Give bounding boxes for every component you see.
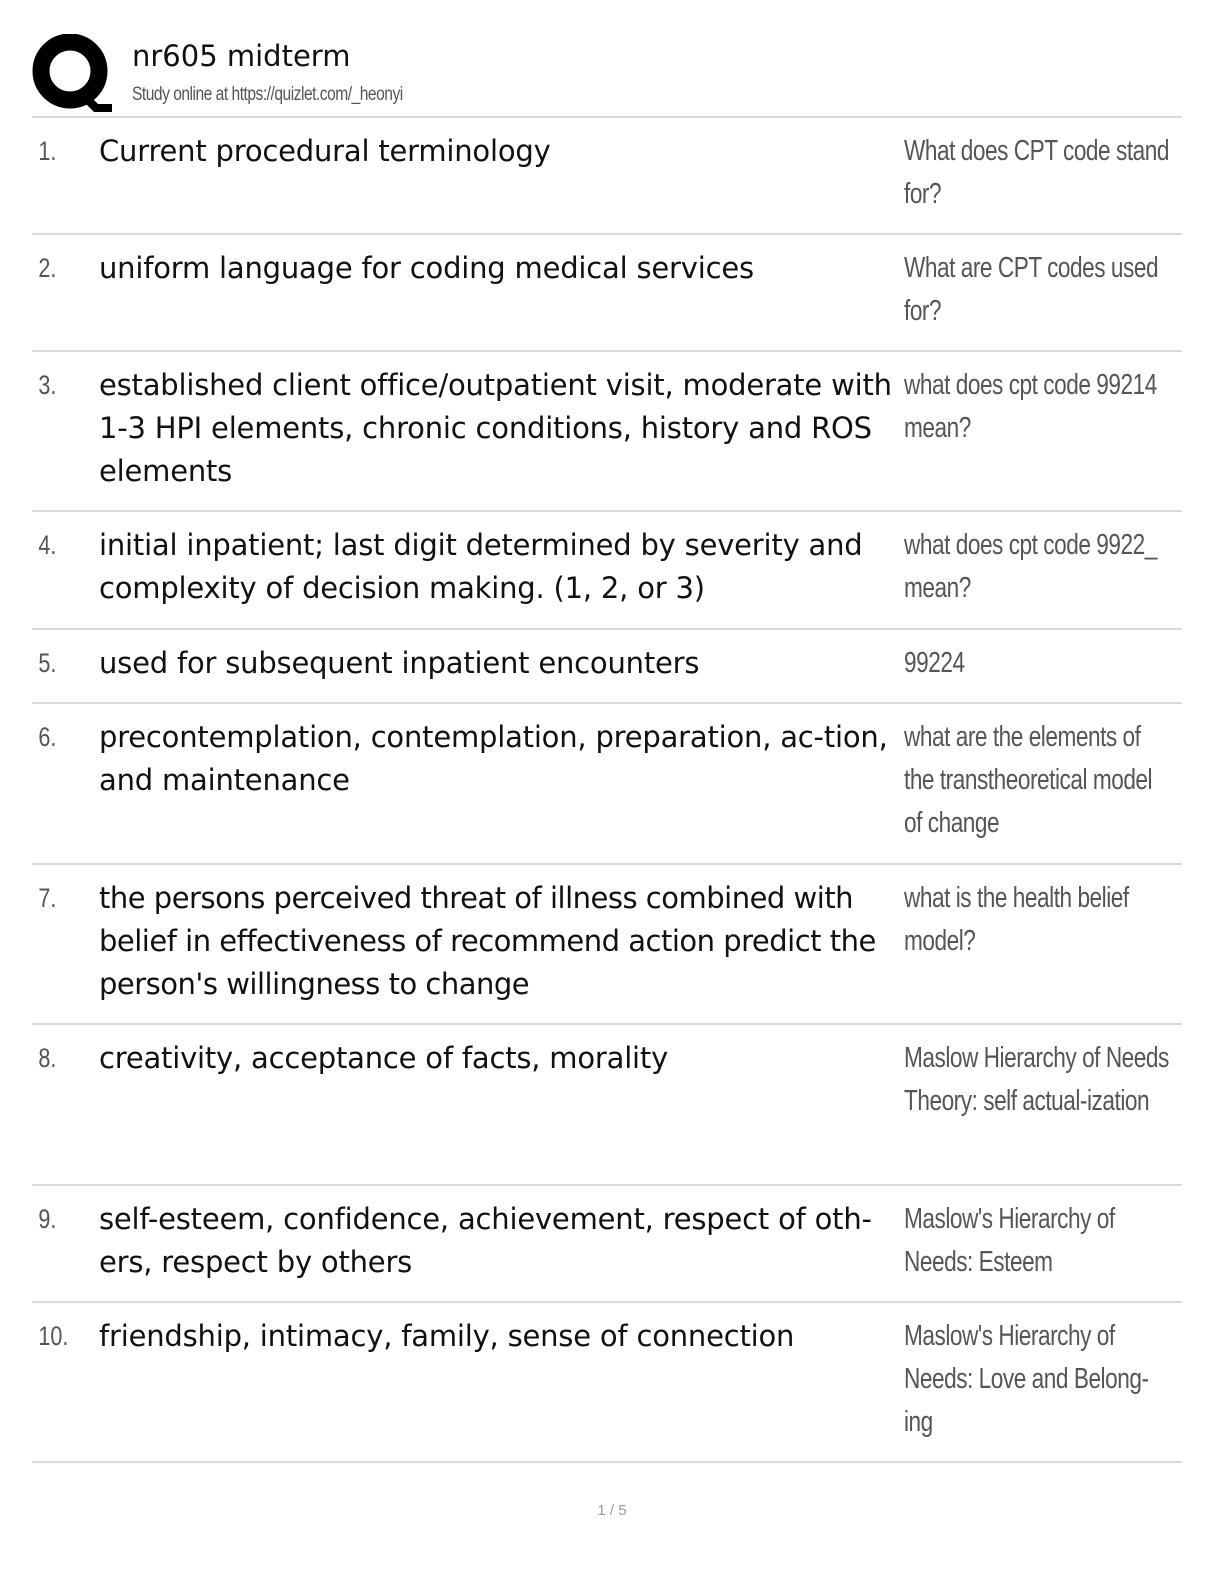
list-item [32, 1186, 1182, 1303]
card-definition: Maslow's Hierarchy of Needs: Esteem [904, 1203, 1115, 1278]
card-number: 10. [38, 1321, 69, 1351]
list-item [32, 235, 1182, 352]
set-title: nr605 midterm [132, 39, 351, 73]
card-term: used for subsequent inpatient encounters [99, 646, 700, 680]
list-item [32, 865, 1182, 1025]
flashcard-list [32, 118, 1182, 1463]
card-number: 1. [38, 136, 57, 166]
quizlet-logo-icon [32, 34, 112, 114]
card-definition: Maslow Hierarchy of Needs Theory: self actual-ization [904, 1042, 1169, 1117]
card-term: uniform language for coding medical services [99, 251, 754, 285]
card-term: creativity, acceptance of facts, morality [99, 1041, 669, 1075]
card-number: 8. [38, 1043, 57, 1073]
list-item [32, 1303, 1182, 1463]
card-term: established client office/outpatient visit, moderate with 1-3 HPI elements, chronic conditions, history and ROS elements [99, 368, 892, 488]
list-item [32, 630, 1182, 704]
card-term: the persons perceived threat of illness combined with belief in effectiveness of recommend action predict the person's willingness to change [99, 881, 876, 1001]
card-term: friendship, intimacy, family, sense of connection [99, 1319, 795, 1353]
card-term: initial inpatient; last digit determined by severity and complexity of decision making. (1, 2, or 3) [99, 528, 863, 605]
card-term: precontemplation, contemplation, preparation, ac-tion, and maintenance [99, 720, 888, 797]
card-number: 4. [38, 530, 57, 560]
page-number: 1 / 5 [597, 1502, 627, 1519]
study-online-link-text[interactable]: Study online at https://quizlet.com/_heonyi [132, 84, 403, 105]
page-header [32, 34, 1182, 118]
card-definition: What are CPT codes used for? [904, 252, 1159, 327]
list-item [32, 118, 1182, 235]
card-number: 6. [38, 722, 57, 752]
card-definition: What does CPT code stand for? [904, 135, 1169, 210]
card-number: 9. [38, 1204, 57, 1234]
card-number: 2. [38, 253, 57, 283]
card-term: self-esteem, confidence, achievement, respect of oth-ers, respect by others [99, 1202, 872, 1279]
card-definition: what is the health belief model? [904, 882, 1129, 957]
card-number: 3. [38, 370, 57, 400]
card-definition: what are the elements of the transtheoretical model of change [904, 721, 1153, 839]
card-definition: what does cpt code 9922_ mean? [904, 529, 1157, 604]
list-item [32, 512, 1182, 630]
list-item [32, 352, 1182, 512]
list-item [32, 704, 1182, 865]
card-definition: 99224 [904, 647, 965, 679]
card-term: Current procedural terminology [99, 134, 551, 168]
card-number: 5. [38, 648, 57, 678]
list-item [32, 1025, 1182, 1186]
card-definition: Maslow's Hierarchy of Needs: Love and Belong-ing [904, 1320, 1149, 1438]
card-definition: what does cpt code 99214 mean? [904, 369, 1157, 444]
card-number: 7. [38, 883, 57, 913]
